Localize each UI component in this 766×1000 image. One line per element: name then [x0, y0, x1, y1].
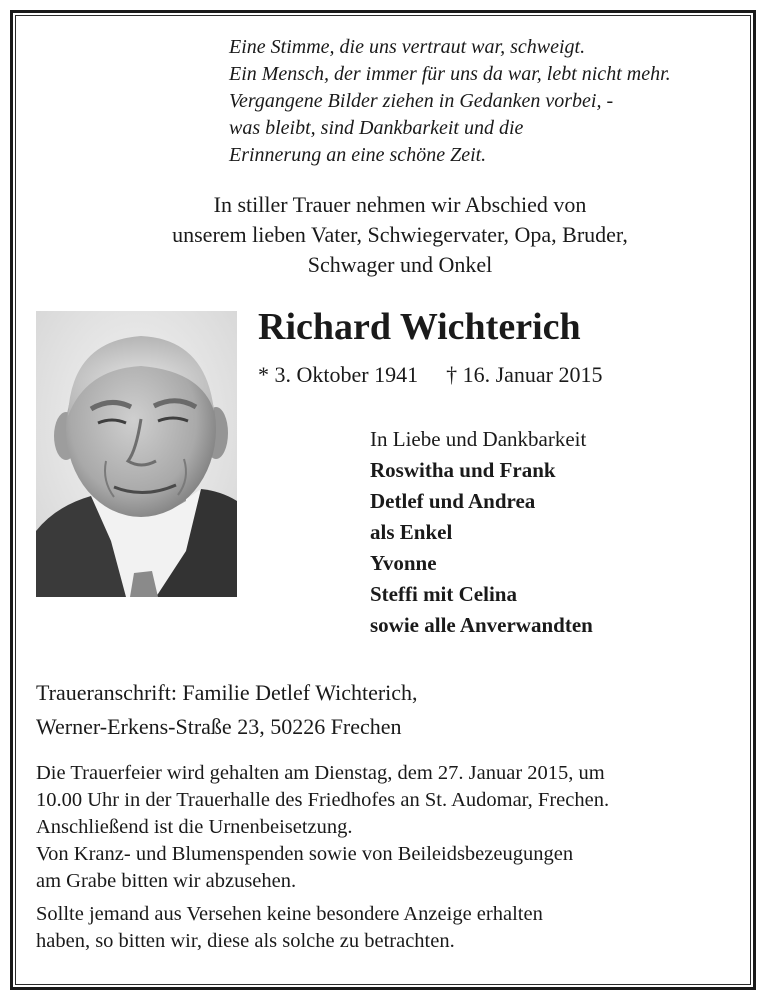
notice-line: Von Kranz- und Blumenspenden sowie von Beileidsbezeugungen	[36, 843, 574, 865]
mourner-name: Yvonne	[370, 551, 437, 575]
mourner-name: als Enkel	[370, 520, 453, 544]
poem-line: Ein Mensch, der immer für uns da war, lebt nicht mehr.	[229, 63, 671, 85]
mourners-list	[370, 424, 593, 641]
portrait-photo	[36, 311, 237, 597]
notice-line: haben, so bitten wir, diese als solche zu betrachten.	[36, 930, 455, 952]
death-date: † 16. Januar 2015	[446, 362, 603, 387]
address-line: Traueranschrift: Familie Detlef Wichterich,	[36, 680, 418, 705]
mourner-name: Roswitha und Frank	[370, 458, 556, 482]
mourner-name: Detlef und Andrea	[370, 489, 536, 513]
poem-line: Eine Stimme, die uns vertraut war, schweigt.	[229, 36, 586, 58]
poem-line: was bleibt, sind Dankbarkeit und die	[229, 117, 524, 139]
mourning-address	[36, 676, 418, 744]
intro-line: unserem lieben Vater, Schwiegervater, Opa, Bruder,	[172, 222, 628, 247]
notice-line: Anschließend ist die Urnenbeisetzung.	[36, 816, 353, 838]
life-dates	[258, 362, 603, 388]
notice-paragraph	[36, 901, 609, 955]
address-line: Werner-Erkens-Straße 23, 50226 Frechen	[36, 714, 402, 739]
intro-line: Schwager und Onkel	[307, 252, 493, 277]
poem	[229, 34, 671, 169]
mourner-name: Steffi mit Celina	[370, 582, 517, 606]
portrait-illustration	[36, 311, 237, 597]
notice-paragraph	[36, 760, 609, 895]
poem-line: Vergangene Bilder ziehen in Gedanken vorbei, -	[229, 90, 614, 112]
intro-line: In stiller Trauer nehmen wir Abschied von	[213, 192, 587, 217]
mourners-lead: In Liebe und Dankbarkeit	[370, 427, 587, 451]
notice-line: Die Trauerfeier wird gehalten am Dienstag, dem 27. Januar 2015, um	[36, 762, 605, 784]
birth-date: * 3. Oktober 1941	[258, 362, 419, 387]
notice-line: Sollte jemand aus Versehen keine besondere Anzeige erhalten	[36, 903, 543, 925]
funeral-notice	[36, 760, 609, 961]
farewell-intro	[150, 190, 650, 280]
notice-line: am Grabe bitten wir abzusehen.	[36, 870, 297, 892]
poem-line: Erinnerung an eine schöne Zeit.	[229, 144, 487, 166]
mourner-name: sowie alle Anverwandten	[370, 613, 593, 637]
deceased-name: Richard Wichterich	[258, 306, 581, 348]
notice-line: 10.00 Uhr in der Trauerhalle des Friedhofes an St. Audomar, Frechen.	[36, 789, 610, 811]
